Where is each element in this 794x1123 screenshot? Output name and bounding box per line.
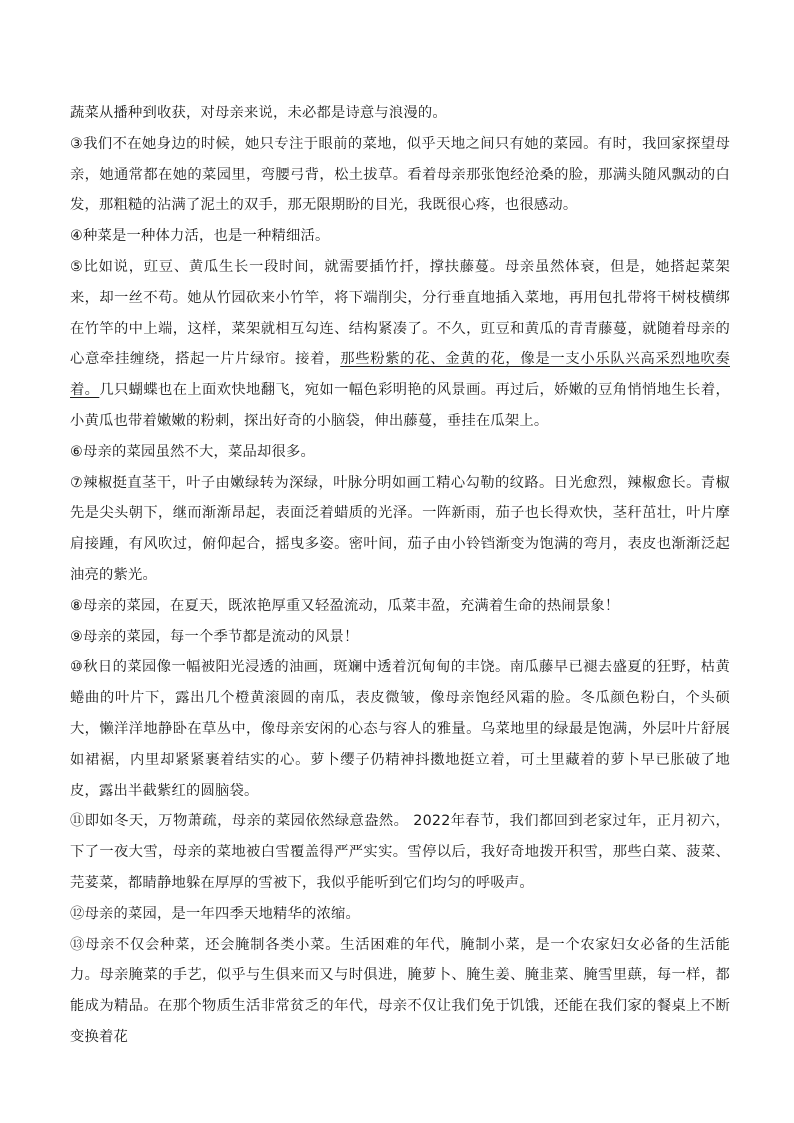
paragraph-1: 蔬菜从播种到收获，对母亲来说，未必都是诗意与浪漫的。 <box>70 105 447 121</box>
paragraph-8: ⑧母亲的菜园，在夏天，既浓艳厚重又轻盈流动，瓜菜丰盈，充满着生命的热闹景象！ <box>70 597 620 614</box>
paragraph-7: ⑦辣椒挺直茎干，叶子由嫩绿转为深绿，叶脉分明如画工精心勾勒的纹路。日光愈烈，辣椒愈长。青椒先是尖头朝下，继而渐渐昂起，表面泛着蜡质的光泽。一阵新雨，茄子也长得欢快，茎秆茁壮，叶片摩肩接踵，有风吹过，俯仰起合，摇曳多姿。密叶间，茄子由小铃铛渐变为饱满的弯月，表皮也渐渐泛起油亮的紫光。 <box>70 474 730 583</box>
paragraph-5-tail: 几只蝴蝶也在上面欢快地翻飞，宛如一幅色彩明艳的风景画。再过后，娇嫩的豆角悄悄地生长着，小黄瓜也带着嫩嫩的粉刺，探出好奇的小脑袋，伸出藤蔓，垂挂在瓜架上。 <box>70 382 730 429</box>
paragraph-13: ⑬母亲不仅会种菜，还会腌制各类小菜。生活困难的年代，腌制小菜，是一个农家妇女必备的生活能力。母亲腌菜的手艺，似乎与生俱来而又与时俱进，腌萝卜、腌生姜、腌韭菜、腌雪里蕻，每一样，都能成为精品。在那个物质生活非常贫乏的年代，母亲不仅让我们免于饥饿，还能在我们家的餐桌上不断变换着花 <box>70 936 730 1045</box>
underlined-sentence: 那些粉紫的花、金黄的花，像是一支小乐队兴高采烈地吹奏着。 <box>70 351 730 399</box>
paragraph-6: ⑥母亲的菜园虽然不大，菜品却很多。 <box>70 443 315 460</box>
paragraph-12: ⑫母亲的菜园，是一年四季天地精华的浓缩。 <box>70 905 360 922</box>
paragraph-5 <box>70 252 730 437</box>
paragraph-5-lead: ⑤比如说，豇豆、黄瓜生长一段时间，就需要插竹扦，撑扶藤蔓。母亲虽然体衰，但是，她搭起菜架来，却一丝不苟。她从竹园砍来小竹竿，将下端削尖，分行垂直地插入菜地，再用包扎带将干树枝横绑在竹竿的中上端，这样，菜架就相互勾连、结构紧凑了。不久，豇豆和黄瓜的青青藤蔓，就随着母亲的心意牵挂缠绕，搭起一片片绿帘。接着， <box>70 258 730 368</box>
paragraph-9: ⑨母亲的菜园，每一个季节都是流动的风景！ <box>70 628 359 645</box>
paragraph-11: ⑪即如冬天，万物萧疏，母亲的菜园依然绿意盎然。 2022年春节，我们都回到老家过年，正月初六，下了一夜大雪，母亲的菜地被白雪覆盖得严严实实。雪停以后，我好奇地拨开积雪，那些白菜、菠菜、芫荽菜，都睛静地躲在厚厚的雪被下，我似乎能听到它们均匀的呼吸声。 <box>70 813 730 891</box>
paragraph-10: ⑩秋日的菜园像一幅被阳光浸透的油画，斑斓中透着沉甸甸的丰饶。南瓜藤早已褪去盛夏的狂野，枯黄蜷曲的叶片下，露出几个橙黄滚圆的南瓜，表皮微皱，像母亲饱经风霜的脸。冬瓜颜色粉白，个头硕大，懒洋洋地静卧在草丛中，像母亲安闲的心态与容人的雅量。乌菜地里的绿最是饱满，外层叶片舒展如裙裾，内里却紧紧裹着结实的心。萝卜缨子仍精神抖擞地挺立着，可土里藏着的萝卜早已胀破了地皮，露出半截紫红的圆脑袋。 <box>70 659 730 799</box>
paragraph-4: ④种菜是一种体力活，也是一种精细活。 <box>70 228 330 245</box>
article-body <box>70 98 730 1053</box>
paragraph-3: ③我们不在她身边的时候，她只专注于眼前的菜地，似乎天地之间只有她的菜园。有时，我回家探望母亲，她通常都在她的菜园里，弯腰弓背，松土拔草。看着母亲那张饱经沧桑的脸，那满头随风飘动的白发，那粗糙的沾满了泥土的双手，那无限期盼的目光，我既很心疼，也很感动。 <box>70 135 730 214</box>
